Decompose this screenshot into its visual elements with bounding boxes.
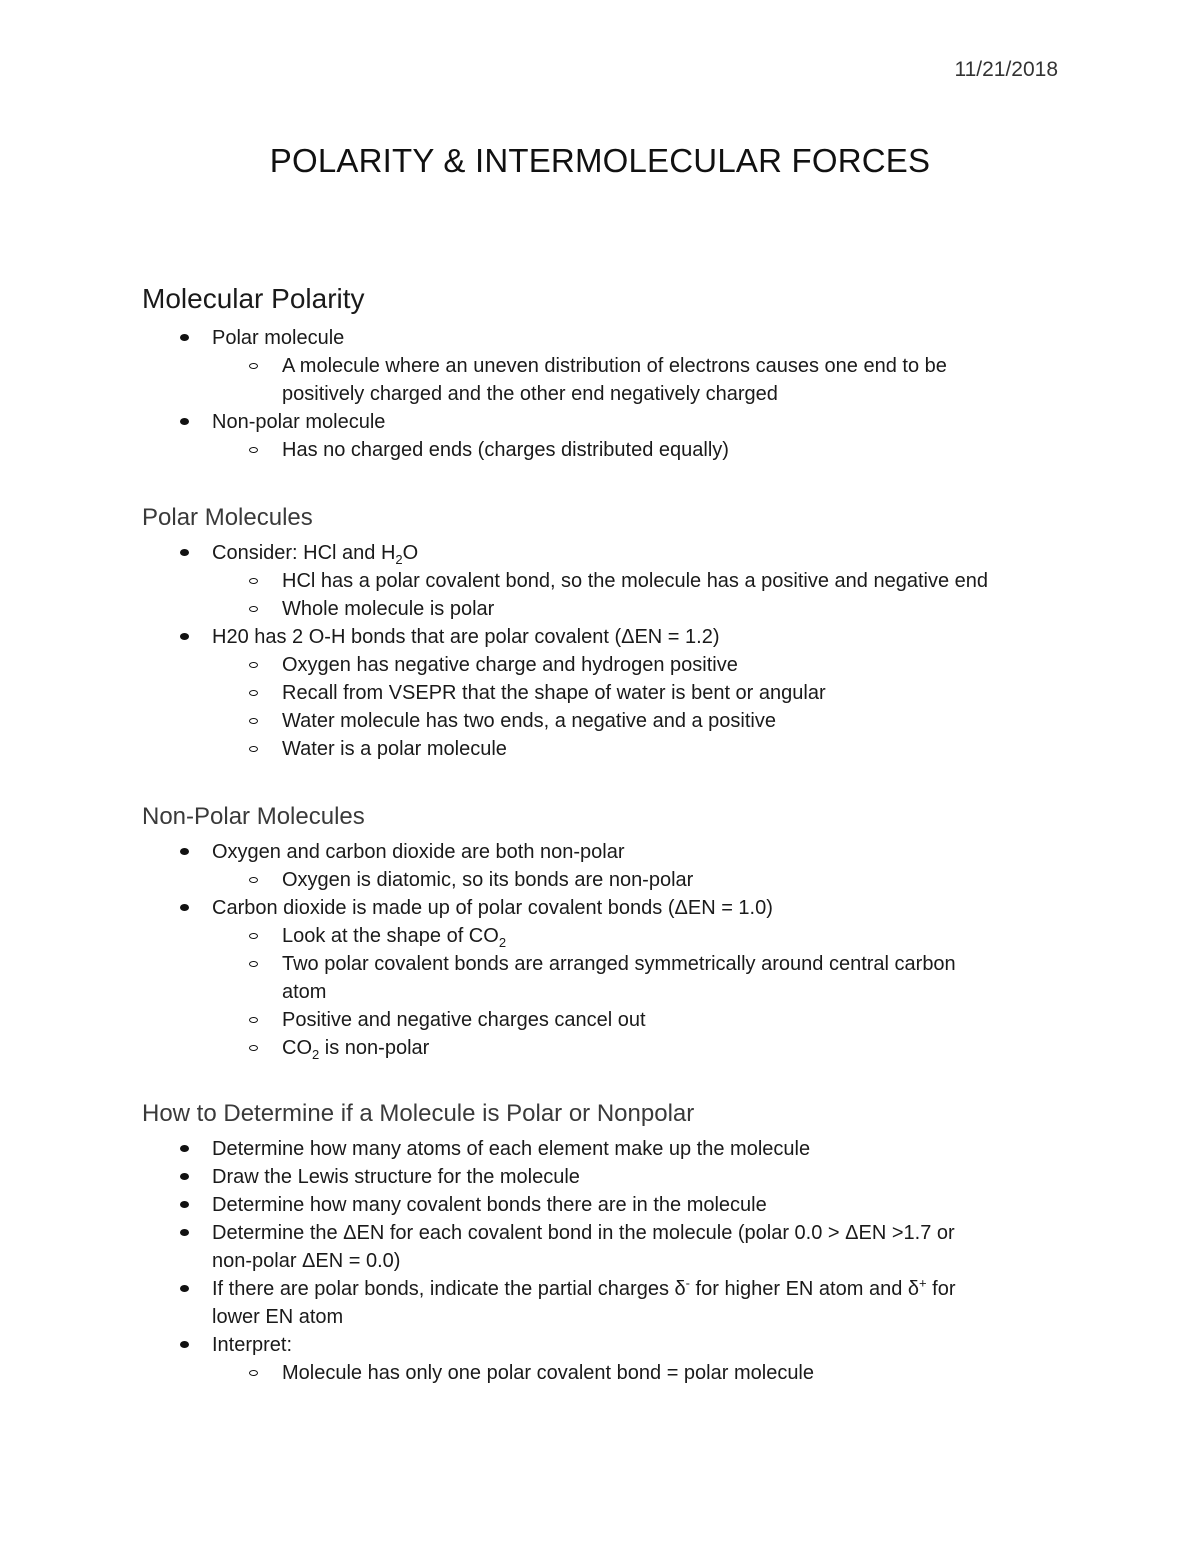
list-item: Molecule has only one polar covalent bond = polar molecule [142, 1359, 1062, 1387]
hollow-bullet-icon [249, 690, 258, 696]
list-item: Has no charged ends (charges distributed equally) [142, 436, 1062, 464]
bullet-icon [180, 848, 189, 855]
list-item: $CO_2$ is non-polar [142, 1034, 1062, 1062]
hollow-bullet-icon [249, 1045, 258, 1051]
list-item: Interpret: [142, 1331, 1062, 1359]
list-item: Water molecule has two ends, a negative and a positive [142, 707, 1062, 735]
bullet-icon [180, 549, 189, 556]
list-item: HCl has a polar covalent bond, so the molecule has a positive and negative end [142, 567, 1062, 595]
list-item: Positive and negative charges cancel out [142, 1006, 1062, 1034]
bullet-icon [180, 334, 189, 341]
document-date: 11/21/2018 [954, 58, 1058, 81]
list-item: Determine the ΔEN for each covalent bond in the molecule (polar 0.0 > ΔEN >1.7 or non-polar ΔEN = 0.0) [142, 1219, 1062, 1275]
list-item: H20 has 2 O-H bonds that are polar covalent (ΔEN = 1.2) [142, 623, 1062, 651]
bullet-icon [180, 633, 189, 640]
hollow-bullet-icon [249, 718, 258, 724]
list-item: Recall from VSEPR that the shape of water is bent or angular [142, 679, 1062, 707]
bullet-list [142, 539, 1062, 763]
bullet-list [142, 838, 1062, 1062]
hollow-bullet-icon [249, 746, 258, 752]
hollow-bullet-icon [249, 578, 258, 584]
section-heading: Non-Polar Molecules [142, 803, 365, 830]
section-heading: How to Determine if a Molecule is Polar or Nonpolar [142, 1100, 695, 1127]
list-item: A molecule where an uneven distribution of electrons causes one end to be positively charged and the other end negatively charged [142, 352, 1062, 408]
hollow-bullet-icon [249, 606, 258, 612]
section-heading: Molecular Polarity [142, 283, 365, 314]
bullet-icon [180, 1145, 189, 1152]
hollow-bullet-icon [249, 363, 258, 369]
bullet-icon [180, 904, 189, 911]
hollow-bullet-icon [249, 933, 258, 939]
list-item: Non-polar molecule [142, 408, 1062, 436]
list-item: Look at the shape of $CO_2$ [142, 922, 1062, 950]
section-molecular-polarity [142, 282, 1062, 464]
list-item: Oxygen has negative charge and hydrogen positive [142, 651, 1062, 679]
list-item: Oxygen is diatomic, so its bonds are non-polar [142, 866, 1062, 894]
bullet-icon [180, 1229, 189, 1236]
hollow-bullet-icon [249, 447, 258, 453]
bullet-icon [180, 418, 189, 425]
list-item: Determine how many atoms of each element make up the molecule [142, 1135, 1062, 1163]
bullet-list [142, 324, 1062, 464]
list-item: Whole molecule is polar [142, 595, 1062, 623]
list-item: Oxygen and carbon dioxide are both non-polar [142, 838, 1062, 866]
section-nonpolar-molecules [142, 802, 1062, 1062]
bullet-list [142, 1135, 1062, 1387]
hollow-bullet-icon [249, 1017, 258, 1023]
list-item: Draw the Lewis structure for the molecule [142, 1163, 1062, 1191]
bullet-icon [180, 1173, 189, 1180]
list-item: Polar molecule [142, 324, 1062, 352]
bullet-icon [180, 1285, 189, 1292]
hollow-bullet-icon [249, 961, 258, 967]
list-item: If there are polar bonds, indicate the partial charges δ- for higher EN atom and δ+ for lower EN atom [142, 1275, 1062, 1331]
list-item: Carbon dioxide is made up of polar covalent bonds (ΔEN = 1.0) [142, 894, 1062, 922]
list-item: Water is a polar molecule [142, 735, 1062, 763]
list-item: Two polar covalent bonds are arranged symmetrically around central carbon atom [142, 950, 1062, 1006]
hollow-bullet-icon [249, 1370, 258, 1376]
list-item: Consider: HCl and $H_2O$ [142, 539, 1062, 567]
section-polar-molecules [142, 503, 1062, 763]
bullet-icon [180, 1201, 189, 1208]
section-heading: Polar Molecules [142, 504, 313, 531]
page-title: POLARITY & INTERMOLECULAR FORCES [269, 142, 931, 179]
bullet-icon [180, 1341, 189, 1348]
section-how-to-determine [142, 1099, 1062, 1387]
list-item: Determine how many covalent bonds there are in the molecule [142, 1191, 1062, 1219]
hollow-bullet-icon [249, 662, 258, 668]
hollow-bullet-icon [249, 877, 258, 883]
